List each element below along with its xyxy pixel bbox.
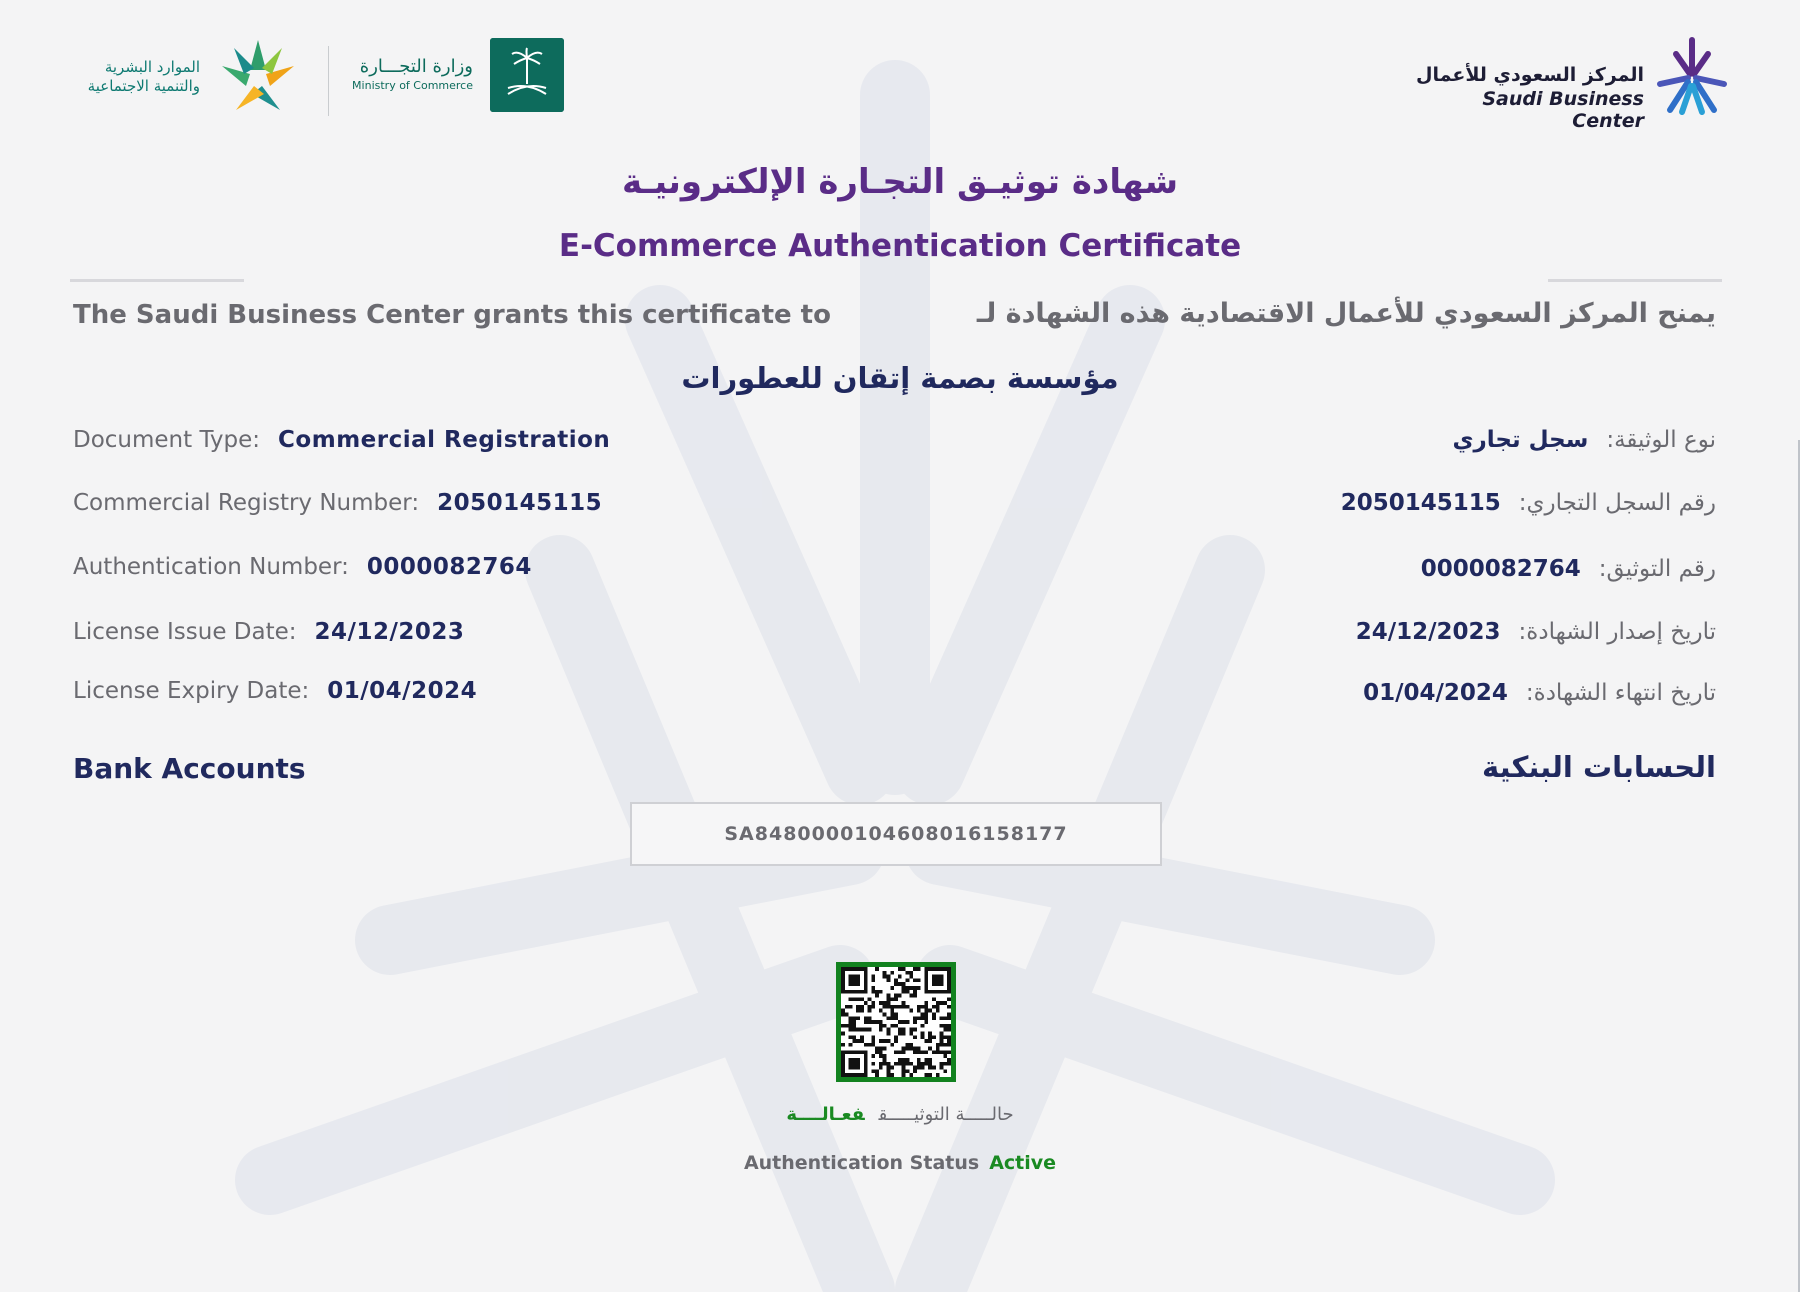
document-type-value: Commercial Registration xyxy=(278,427,611,453)
expiry-date-row-ar xyxy=(1363,680,1716,706)
moc-logo-english: Ministry of Commerce xyxy=(352,79,473,92)
auth-number-value-arabic: 0000082764 xyxy=(1420,556,1581,582)
issue-date-value-arabic: 24/12/2023 xyxy=(1355,619,1501,645)
auth-number-row-en xyxy=(73,554,532,580)
issue-date-label: License Issue Date: xyxy=(73,619,297,645)
hrsd-star-icon xyxy=(208,38,308,118)
status-label-arabic: حالـــــة التوثيـــــق xyxy=(878,1104,1014,1125)
auth-number-label: Authentication Number: xyxy=(73,554,349,580)
title-rule-right xyxy=(1548,279,1722,282)
hrsd-logo-text: الموارد البشرية والتنمية الاجتماعية xyxy=(87,58,200,95)
government-logos xyxy=(60,38,580,118)
cr-number-row-ar xyxy=(1341,490,1716,516)
bank-accounts-heading: Bank Accounts xyxy=(73,752,306,785)
expiry-date-label-arabic: تاريخ انتهاء الشهادة: xyxy=(1525,680,1716,706)
grant-text-english: The Saudi Business Center grants this certificate to xyxy=(73,300,831,330)
auth-number-value: 0000082764 xyxy=(366,554,532,580)
grant-text-arabic: يمنح المركز السعودي للأعمال الاقتصادية هذه الشهادة لـ xyxy=(976,298,1716,329)
status-row-arabic xyxy=(0,1104,1800,1125)
qr-code-pattern xyxy=(841,967,951,1077)
expiry-date-value-arabic: 01/04/2024 xyxy=(1363,680,1508,706)
certificate-title-arabic: شهادة توثيـق التجـارة الإلكترونيـة xyxy=(621,162,1179,202)
sbc-logo xyxy=(1412,36,1732,132)
cr-number-value: 2050145115 xyxy=(437,490,603,516)
expiry-date-row-en xyxy=(73,678,477,704)
document-type-row-en xyxy=(73,427,610,453)
cr-number-label-arabic: رقم السجل التجاري: xyxy=(1518,490,1716,516)
bank-accounts-heading-arabic: الحسابات البنكية xyxy=(1482,750,1716,784)
issue-date-row-en xyxy=(73,619,464,645)
auth-number-label-arabic: رقم التوثيق: xyxy=(1598,556,1716,582)
qr-code[interactable] xyxy=(836,962,956,1082)
company-name: مؤسسة بصمة إتقان للعطورات xyxy=(681,361,1119,395)
auth-number-row-ar xyxy=(1421,556,1716,582)
sbc-logo-english: Saudi Business Center xyxy=(1482,88,1644,132)
iban-field: SA8480000104608016158177 xyxy=(630,802,1162,866)
issue-date-value: 24/12/2023 xyxy=(314,619,465,645)
logo-divider xyxy=(328,46,329,116)
sbc-logo-arabic: المركز السعودي للأعمال xyxy=(1416,64,1644,86)
status-row-english xyxy=(0,1152,1800,1174)
cr-number-row-en xyxy=(73,490,602,516)
cr-number-label: Commercial Registry Number: xyxy=(73,490,420,516)
cr-number-value-arabic: 2050145115 xyxy=(1340,490,1501,516)
status-value-arabic: فعـالــــة xyxy=(786,1104,865,1125)
expiry-date-value: 01/04/2024 xyxy=(327,678,478,704)
issue-date-label-arabic: تاريخ إصدار الشهادة: xyxy=(1518,619,1716,645)
document-type-value-arabic: سجل تجاري xyxy=(1452,427,1589,453)
document-type-row-ar xyxy=(1452,427,1716,453)
status-label: Authentication Status xyxy=(743,1152,980,1174)
moc-logo-arabic: وزارة التجـــارة xyxy=(359,56,473,77)
sbc-logo-text xyxy=(1412,64,1644,132)
document-type-label: Document Type: xyxy=(73,427,261,453)
title-rule-left xyxy=(70,279,244,282)
sbc-star-icon xyxy=(1652,36,1732,116)
certificate-title-english: E-Commerce Authentication Certificate xyxy=(558,228,1242,264)
status-value: Active xyxy=(989,1152,1057,1174)
saudi-emblem-icon xyxy=(490,38,564,112)
issue-date-row-ar xyxy=(1356,619,1716,645)
expiry-date-label: License Expiry Date: xyxy=(73,678,310,704)
document-type-label-arabic: نوع الوثيقة: xyxy=(1606,427,1716,453)
moc-logo-text xyxy=(343,56,473,92)
